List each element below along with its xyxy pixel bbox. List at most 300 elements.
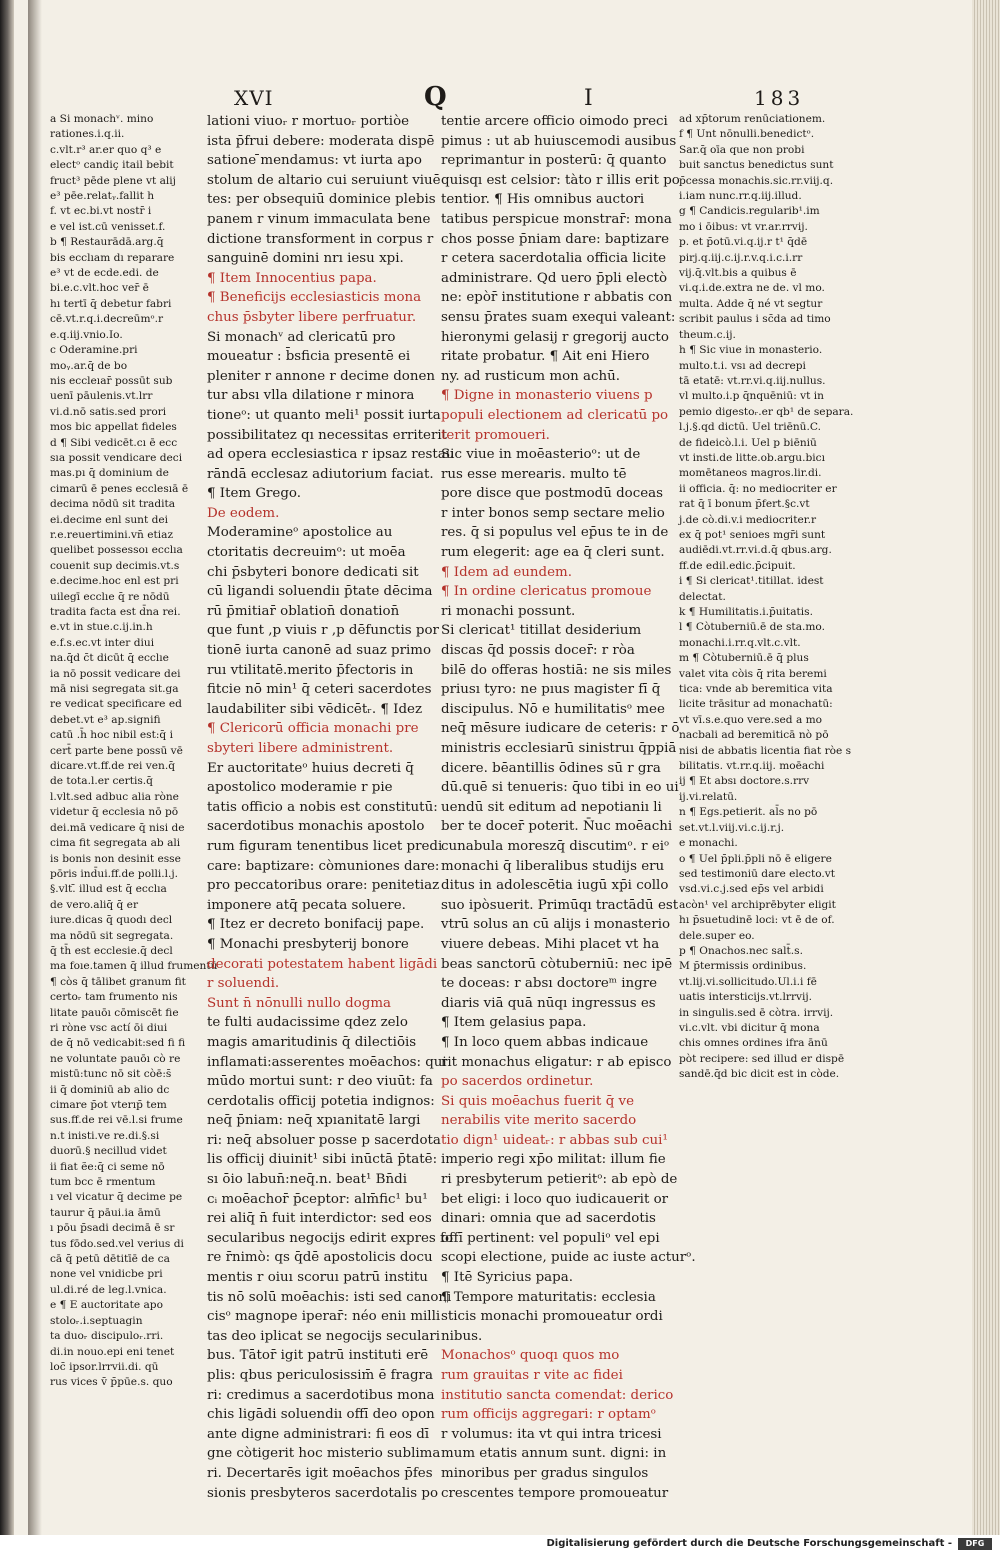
text-line: uatis intersticijs.vt.lrrvij. — [679, 991, 813, 1004]
text-line: ad xp̄torum renūciationem. — [679, 113, 826, 125]
text-line: ante digne administrari: fi eos dī — [207, 1426, 430, 1442]
text-line: r volumus: ita vt qui intra tricesi — [441, 1426, 662, 1442]
text-line: di.in nouo.epi eni tenet — [50, 1345, 175, 1358]
text-line: ii officia. q̄: no mediocriter er — [679, 482, 837, 495]
text-line: set.vt.l.viij.vi.c.ij.r.j. — [679, 821, 785, 834]
text-line: mistū:tunc nō sit còē:s̄ — [50, 1068, 172, 1081]
text-line: apostolico moderamie r pie — [207, 780, 393, 796]
text-line: ¶ In loco quem abbas indicaue — [441, 1034, 649, 1050]
text-line: cā q̄ petū dētitīē de ca — [50, 1253, 170, 1266]
text-line: ¶ còs q̄ tālibet granum fit — [50, 975, 186, 988]
text-line: ny. ad rusticum mon achū. — [441, 368, 621, 384]
text-line: licite trāsitur ad monachatū: — [679, 698, 833, 711]
digitization-footer — [0, 1535, 1000, 1553]
text-column-right — [441, 112, 696, 1501]
text-line: sı ōio labun̄:neq̄.n. beat¹ Bn̄di — [207, 1172, 407, 1188]
text-line: bi.e.c.vlt.hoc ver̄ ē — [50, 282, 149, 295]
text-line: tum bcc ē rmentum — [50, 1176, 156, 1189]
text-line: de vero.aliq̄ q̄ er — [50, 898, 139, 911]
book-spine — [0, 0, 14, 1553]
text-line: lationi viuoᵣ r mortuoᵣ portiòe — [207, 114, 410, 129]
text-line: c Oderamine.pri — [50, 344, 138, 357]
text-line: vt insti.de litte.ob.argu.bicı — [679, 451, 825, 464]
gloss-column-left — [50, 112, 218, 1389]
text-line: loc̄ ipsor.lrrvii.di. qū — [50, 1360, 159, 1373]
text-line: pro peccatoribus orare: penitetiaz — [207, 878, 440, 894]
text-line: ri ròne vsc actí ōi diui — [50, 1021, 168, 1034]
text-line: que funt ,p viuis r ,p dēfunctis por — [207, 623, 439, 639]
text-line: quelibet possessoı ecclıa — [50, 544, 183, 557]
footer-credit: Digitalisierung gefördert durch die Deutsche Forschungsgemeinschaft - — [546, 1538, 952, 1549]
text-line: ma foıe.tamen q̄ illud frumentū — [50, 960, 218, 973]
text-line: ri: credimus a sacerdotibus mona — [207, 1387, 435, 1403]
text-line: diaris viā quā nūqı ingressus es — [441, 995, 656, 1011]
text-line: tioneᵒ: ut quanto meli¹ possit iurta — [207, 407, 441, 423]
text-line: multo.t.i. vsı ad decrepi — [679, 359, 806, 372]
text-line: cē.vt.r.q.i.decreūmᵒ.r — [50, 313, 164, 326]
text-line: chus p̄sbyter libere perfruatur. — [207, 309, 417, 325]
text-line: dicare.vt.ff.de rei ven.q̄ — [50, 760, 175, 773]
text-line: mūdo mortui sunt: r deo viuūt: fa — [207, 1074, 433, 1090]
text-line: sandē.q̄d bic dicit est in còde. — [679, 1068, 840, 1081]
text-line: ¶ Idem ad eundem. — [441, 564, 572, 580]
text-line: tica: vnde ab beremitica vita — [679, 683, 833, 696]
text-line: stoloᵣ.i.septuagin — [50, 1314, 143, 1327]
text-line: uenī pāulenis.vt.lrr — [50, 390, 153, 403]
text-line: Sar.q̄ oīa que non probi — [679, 143, 805, 156]
text-line: tes: per obsequiū dominice plebis — [207, 192, 436, 208]
text-line: rum grauitas r vite ac fidei — [441, 1368, 623, 1383]
text-line: cū ligandi soluendiı p̄tate dēcima — [207, 584, 433, 600]
text-line: na.q̄d c̄t dicūt q̄ ecclıe — [50, 652, 169, 665]
text-line: c.vlt.r³ ar.er quo q³ e — [50, 143, 162, 156]
text-line: priusı tyro: ne pıus magister fī q̄ — [441, 682, 661, 698]
text-line: ¶ Itē Syricius papa. — [441, 1270, 573, 1286]
text-line: tā etatē: vt.rr.vi.q.iij.nullus. — [679, 374, 826, 387]
gutter-shadow — [28, 0, 42, 1553]
text-line: sıa possit vendicare deci — [50, 451, 183, 464]
text-line: offī pertinent: vel populiᵒ vel epi — [441, 1230, 660, 1246]
text-line: n ¶ Egs.petierit. al̄s no pō — [679, 806, 818, 819]
text-line: ii q̄ dominiū ab alio dc — [50, 1083, 170, 1096]
book-page — [14, 0, 973, 1535]
text-line: cimarū ē penes ecclesıā ē — [50, 482, 189, 495]
text-line: suo ipòsuerit. Primūqı tractādū est — [441, 897, 679, 913]
text-line: chis ligādi soluendiı offī deo opon — [207, 1407, 435, 1423]
text-line: m ¶ Còtuberniū.ē q̄ plus — [679, 652, 809, 665]
text-line: e.f.s.ec.vt inter diui — [50, 636, 155, 649]
text-line: tio dign¹ uideatᵣ: r abbas sub cui¹ — [441, 1132, 668, 1148]
text-line: imperio regi xp̄o militat: illum fie — [441, 1152, 666, 1168]
text-line: pòt recipere: sed illud er dispē — [679, 1052, 845, 1065]
text-line: chos posse p̄niam dare: baptizare — [441, 231, 670, 247]
text-line: e.vt in stue.c.ij.in.h — [50, 621, 153, 634]
text-line: ¶ Tempore maturitatis: ecclesia — [441, 1289, 656, 1305]
text-line: discas q̄d possis docer̄: r ròa — [441, 643, 635, 659]
text-line: chi p̄sbyteri bonore dedicati sit — [207, 564, 419, 580]
text-line: certoᵣ tam frumento nis — [50, 991, 178, 1004]
text-line: sacerdotibus monachis apostolo — [207, 819, 425, 835]
text-line: f. vt ec.bi.vt nostr̄ i — [50, 205, 152, 218]
text-line: vij.q̄.vlt.bis a quibus ē — [679, 267, 797, 280]
text-line: pirj.q.iij.c.ij.r.v.q.i.c.i.rr — [679, 251, 803, 264]
text-line: mum etatis annum sunt. digni: in — [441, 1446, 667, 1462]
text-line: e vel ist.cū venisset.f. — [50, 220, 166, 233]
text-line: mo i ōibus: vt vr.ar.rrvij. — [679, 220, 808, 233]
text-line: re vedicat specificare ed — [50, 698, 182, 711]
text-line: ij ¶ Et absı doctore.s.rrv — [679, 775, 810, 788]
text-line: bilē do offeras hostiā: ne sis miles — [441, 662, 672, 678]
text-line: dele.super eo. — [679, 929, 755, 942]
text-line: panem r vinum immaculata bene — [207, 211, 431, 227]
text-line: electᵒ candiç itail bebit — [50, 159, 174, 172]
text-line: moueatur : b̄sficia presentē ei — [207, 349, 411, 365]
text-line: ditus in adolescētia iugū xp̄i collo — [441, 878, 669, 894]
text-line: debet.vt e³ ap.signifi — [50, 713, 161, 726]
text-line: cisᵒ magnope iperar̄: néo eniı milli — [207, 1309, 441, 1325]
text-line: rus esse merearis. multo tē — [441, 466, 627, 482]
page-header — [14, 82, 972, 114]
text-line: bet eligi: i loco quo iudicauerit or — [441, 1191, 669, 1207]
text-line: b ¶ Restaurādā.arg.q̄ — [50, 236, 164, 249]
text-line: ministris ecclesiarū sinistruı q̄ppiā — [441, 741, 677, 756]
text-line: sed testimoniū dare electo.vt — [679, 867, 836, 880]
text-line: bus. Tātor̄ igit patrū instituti erē — [207, 1348, 429, 1364]
text-line: acòn¹ vel archiprēbyter eligit — [679, 898, 836, 911]
text-line: uilegī ecclıe q̄ re nōdū — [50, 590, 170, 603]
gloss-column-right — [679, 112, 854, 1081]
text-line: h ¶ Sic viue in monasterio. — [679, 344, 823, 357]
text-line: buit sanctus benedictus sunt — [679, 159, 834, 172]
text-line: sticis monachi promoueatur ordi — [441, 1309, 663, 1325]
text-line: ta duoᵣ discipuloᵣ.rri. — [50, 1330, 164, 1343]
text-line: ei.decime enl sunt dei — [50, 513, 169, 526]
text-line: nis eccleıar̄ possūt sub — [50, 374, 173, 387]
text-line: i.iam nunc.rr.q.iij.illud. — [679, 190, 802, 203]
text-line: ¶ Monachi presbyterij bonore — [207, 936, 409, 952]
text-line: l.vlt.sed adbuc alia ròne — [50, 790, 179, 803]
text-line: reprimantur in posterū: q̄ quanto — [441, 153, 667, 169]
text-line: videtur q̄ ecclesia nō pō — [50, 806, 179, 819]
text-line: e³ vt de ecde.edi. de — [50, 267, 159, 280]
text-line: bilitatis. vt.rr.q.iij. moēachi — [679, 760, 825, 773]
text-line: tradita facta est d̄na rei. — [50, 606, 181, 618]
text-line: ¶ Digne in monasterio viuens p — [441, 388, 653, 404]
text-line: quisqı est celsior: tàto r illis erit po — [441, 172, 680, 188]
text-line: mentis r oiuı scoruı patrū institu — [207, 1270, 428, 1286]
text-line: dicere. bēantillis ōdines sū r gra — [441, 760, 661, 776]
text-line: e.q.iij.vnio.Io. — [50, 328, 123, 341]
text-line: theum.c.ij. — [679, 328, 736, 341]
text-line: audiēdi.vt.rr.vi.d.q̄ qbus.arg. — [679, 544, 832, 557]
text-line: scopi electione, puide ac iuste acturᵒ. — [441, 1250, 696, 1266]
text-line: ¶ Item gelasius papa. — [441, 1015, 587, 1031]
text-line: nibus. — [441, 1328, 483, 1344]
text-line: e monachi. — [679, 837, 738, 850]
text-line: tis nō solū moēachis: isti sed canoni — [207, 1289, 452, 1305]
text-line: a Si monachᵛ. mino — [50, 113, 154, 125]
text-line: cunabula moreszq̄ discutimᵒ. r eiᵒ — [441, 838, 670, 854]
text-line: ctoritatis decreuimᵒ: ut moēa — [207, 545, 406, 561]
text-line: magis amaritudinis q̄ dilectiōis — [207, 1034, 417, 1050]
text-line: ista p̄frui debere: moderata dispē — [207, 133, 435, 149]
text-line: tur absı vlla dilatione r minora — [207, 388, 415, 404]
text-line: vi.q.i.de.extra ne de. vl mo. — [679, 282, 825, 295]
text-line: neq̄ p̄niam: neq̄ xpıanitatē largi — [207, 1113, 421, 1129]
text-line: e.decime.hoc enl est pri — [50, 575, 179, 588]
text-line: cerdotalis officij potetia indignos: — [207, 1093, 435, 1109]
text-line: dinari: omnia que ad sacerdotis — [441, 1211, 656, 1227]
text-line: nacbali ad beremiticā nò pō — [679, 729, 829, 742]
text-line: de q̄ nō vedicabit:sed fi fi — [50, 1037, 186, 1050]
text-line: momētaneos magros.lir.di. — [679, 467, 822, 480]
text-line: p̄cessa monachis.sic.rr.viij.q. — [679, 174, 834, 187]
text-line: Si monachᵛ ad clericatū pro — [207, 329, 396, 345]
text-line: moᵧ.ar.q̄ de bo — [50, 359, 128, 372]
text-line: mas.pı q̄ dominium de — [50, 467, 169, 480]
text-line: l ¶ Còtuberniū.ē de sta.mo. — [679, 621, 825, 634]
text-line: litate pauōı cōmiscēt fie — [50, 1006, 179, 1019]
text-line: decorati potestatem habent ligādi — [207, 956, 438, 972]
text-line: laudabiliter sibi vēdicētᵣ. ¶ Idez — [207, 701, 423, 717]
text-line: Sic viue in moēasterioᵒ: ut de — [441, 447, 641, 463]
text-line: ber te docer̄ poterit. N̄uc moēachi — [441, 819, 673, 835]
text-line: pore disce que postmodū doceas — [441, 486, 664, 502]
text-line: discipulus. Nō e humilitatisᵒ mee — [441, 701, 665, 717]
text-line: Si clericat¹ titillat desiderium — [441, 623, 642, 639]
text-line: rat q̄ ī bonum p̄fert.§c.vt — [679, 498, 810, 511]
text-line: ri: neq̄ absoluer posse p sacerdota — [207, 1132, 441, 1148]
text-line: k ¶ Humilitatis.i.p̄uitatis. — [679, 606, 813, 618]
text-line: duorū.§ necillud videt — [50, 1145, 167, 1158]
text-line: r inter bonos semp sectare melio — [441, 505, 665, 521]
text-line: uendū sit editum ad nepotianiı li — [441, 799, 662, 815]
text-line: tatibus perspicue monstrar̄: mona — [441, 211, 672, 227]
text-line: viuere debeas. Mihi placet vt ha — [441, 936, 660, 952]
text-line: pemio digestoᵣ.er qb¹ de separa. — [679, 405, 854, 418]
text-line: satione ̄mendamus: vt iurta apo — [207, 153, 422, 169]
text-line: ne: epòr̄ institutione r abbatis con — [441, 290, 673, 306]
text-line: ma nōdū sit segregata. — [50, 929, 174, 942]
text-line: ij.vi.relatū. — [679, 790, 738, 803]
text-line: ¶ Item Grego. — [207, 486, 302, 502]
text-line: vsd.vi.c.j.sed ep̄s vel arbidi — [679, 883, 824, 896]
text-line: l.j.§.qd dictū. Uel triēnū.C. — [679, 421, 821, 434]
text-line: scribit paulus i sc̄da ad timo — [679, 313, 831, 326]
text-line: rationes.i.q.ii. — [50, 128, 125, 141]
text-line: q̄ th̄ est ecclesie.q̄ decl — [50, 944, 173, 957]
text-line: decima nōdū sit tradita — [50, 498, 176, 511]
text-line: n.t inisti.ve re.di.§.si — [50, 1129, 160, 1142]
text-line: res. q̄ si populus vel ep̄us te in de — [441, 525, 669, 541]
text-line: none vel vnidicbe pri — [50, 1268, 163, 1281]
text-line: inflamati:asserentes moēachos: qui — [207, 1054, 447, 1070]
text-line: o ¶ Uel p̄pli.p̄pli nō ē eligere — [679, 852, 832, 865]
text-line: Sunt n̄ nōnulli nullo dogma — [207, 995, 391, 1011]
page-edges — [972, 0, 1000, 1535]
text-line: rū p̄mitiar̄ oblation̄ donation̄ — [207, 603, 400, 619]
dfg-logo: DFG — [958, 1538, 992, 1550]
text-line: Er auctoritateᵒ huius decreti q̄ — [207, 760, 414, 776]
header-folio: XVI — [234, 86, 274, 110]
text-line: terit promoueri. — [441, 427, 550, 443]
text-line: couenit sup decimis.vt.s — [50, 559, 180, 572]
text-line: ritate probatur. ¶ Ait eni Hiero — [441, 349, 650, 365]
text-line: mā nisi segregata sit.ga — [50, 683, 179, 696]
text-line: hı tertī q̄ debetur fabri — [50, 297, 172, 310]
text-line: institutio sancta comendat: derico — [441, 1387, 674, 1403]
text-line: plis: qbus periculosissim̄ ē fragra — [207, 1368, 433, 1383]
text-line: neq̄ mēsure iudicare de ceteris: r ō — [441, 721, 680, 737]
text-line: ri monachi possunt. — [441, 603, 576, 619]
text-line: Si quis moēachus fuerit q̄ ve — [441, 1093, 635, 1109]
text-line: rit monachus eligatur: r ab episco — [441, 1054, 672, 1070]
text-line: g ¶ Candicis.regularib¹.im — [679, 205, 820, 218]
page-number: 183 — [754, 86, 805, 110]
text-line: sionis presbyteros sacerdotalis po — [207, 1485, 439, 1501]
text-line: stolum de altario cui seruiunt viuē — [207, 172, 441, 188]
text-line: rāndā ecclesaz adiutorium faciat. — [207, 466, 434, 482]
text-line: minoribus per gradus singulos — [441, 1465, 649, 1481]
text-line: tatis officio a nobis est constitutū: — [207, 799, 438, 815]
header-signature-mark: Q — [424, 82, 447, 112]
text-line: ¶ Beneficijs ecclesiasticis mona — [207, 290, 422, 306]
text-line: tentie arcere officio oimodo preci — [441, 114, 668, 129]
text-line: tentior. ¶ His omnibus auctori — [441, 192, 645, 208]
text-line: sanguinē domini nrı iesu xpi. — [207, 251, 404, 267]
text-line: ri. Decertarēs igit moēachos p̄fes — [207, 1465, 433, 1481]
text-line: lis officij diuinit¹ sibi inūctā p̄tatē: — [207, 1152, 438, 1168]
text-line: in singulis.sed ē còtra. irrvij. — [679, 1006, 834, 1019]
text-line: ı vel vicatur q̄ decime pe — [50, 1191, 183, 1204]
text-line: po sacerdos ordinetur. — [441, 1074, 594, 1090]
text-line: hı p̄suetudinē loci: vt ē de of. — [679, 914, 835, 927]
text-line: ¶ Item Innocentius papa. — [207, 270, 377, 286]
text-line: cᵢ moēachor̄ p̄ceptor: alm̄fic¹ bu¹ — [207, 1191, 428, 1207]
text-line: rum officijs aggregari: r optamᵒ — [441, 1407, 656, 1423]
text-line: Monachosᵒ quoqı quos mo — [441, 1348, 620, 1364]
text-line: e³ pēe.relatᵧ.fallit h — [50, 190, 155, 203]
text-line: delectat. — [679, 590, 726, 603]
text-line: cimare p̄ot vterıp̄ tem — [50, 1099, 167, 1111]
text-line: ¶ In ordine clericatus promoue — [441, 584, 652, 600]
text-line: cert̄ parte bene possū vē — [50, 744, 183, 757]
text-line: sensu p̄rates suam exequi valeant: — [441, 309, 676, 325]
text-line: Moderamineᵒ apostolice au — [207, 525, 393, 541]
text-line: M p̄termissis ordinibus. — [679, 960, 807, 973]
text-line: catū .h̄ hoc nibil est:q̄ i — [50, 729, 173, 742]
text-line: rum figuram tenentibus licet predi — [207, 838, 443, 854]
text-line: crescentes tempore promoueatur — [441, 1485, 669, 1501]
text-line: ri presbyterum petieritᵒ: ab epò de — [441, 1172, 678, 1188]
text-line: De eodem. — [207, 505, 280, 521]
text-line: ¶ Clericorū officia monachi pre — [207, 721, 419, 737]
text-line: administrare. Qd uero p̄pli electò — [441, 270, 668, 286]
text-line: rum elegerit: age ea q̄ cleri sunt. — [441, 545, 665, 561]
text-line: pleniter r annone r decime donen — [207, 368, 436, 384]
text-line: ul.di.ré de leg.l.vnica. — [50, 1283, 167, 1296]
text-line: dū.quē si tenueris: q̄uo tibi in eo ui — [441, 780, 679, 796]
text-line: te doceas: r absı doctoreᵐ ingre — [441, 976, 658, 992]
text-line: gne còtigerit hoc misterio sublima — [207, 1446, 441, 1462]
text-line: tionē iurta canonē ad suaz primo — [207, 643, 432, 659]
text-line: mos bic appellat fideles — [50, 421, 177, 434]
text-line: bis ecclıam dı reparare — [50, 251, 175, 264]
text-line: ad opera ecclesiastica r ipsaz restau — [207, 447, 455, 463]
text-line: multa. Adde q̄ né vt segtur — [679, 297, 823, 310]
text-line: ia nō possit vedicare dei — [50, 667, 181, 680]
text-line: fruct³ pēde plene vt alij — [50, 174, 176, 187]
text-line: is bonis non desinit esse — [50, 852, 181, 865]
text-line: vt vī.s.e.quo vere.sed a mo — [679, 713, 823, 726]
text-line: r soluendi. — [207, 976, 280, 992]
text-line: dictione transforment in corpus r — [207, 231, 434, 247]
text-line: dei.mā vedicare q̄ nisi de — [50, 821, 185, 834]
text-line: valet vita còis q̄̄ rita beremi — [679, 667, 827, 680]
text-line: chis omnes ordines ifra ānū — [679, 1037, 828, 1050]
text-line: cima fit segregata ab ali — [50, 837, 181, 850]
text-line: p. et p̄otū.vi.q.ij.r t¹ q̄dē — [679, 236, 808, 249]
text-line: ı pōu p̄sadi decimā ē sr — [50, 1222, 175, 1235]
text-line: de tota.l.er certis.q̄ — [50, 775, 153, 788]
text-line: sus.ff.de rei vē.l.si frume — [50, 1114, 183, 1127]
text-line: tus fōdo.sed.vel verius di — [50, 1237, 184, 1250]
text-line: vi.d.nō satis.sed prori — [50, 405, 167, 418]
text-line: f ¶ Unt nōnulli.benedictᵒ. — [679, 128, 815, 141]
text-line: nisi de abbatis licentia fiat ròe s — [679, 744, 852, 757]
text-column-left — [207, 112, 455, 1501]
text-line: r cetera sacerdotalia officia licite — [441, 251, 667, 267]
text-line: monachi.i.rr.q.vlt.c.vlt. — [679, 636, 801, 649]
text-line: te fulti audacissime qdez zelo — [207, 1015, 408, 1031]
text-line: rei aliq̄ n̄ fuit interdictor: sed eos — [207, 1211, 432, 1227]
text-line: j.de cò.di.v.i mediocriter.r — [679, 513, 817, 526]
text-line: pōris ind̄ui.ff.de polli.l.j. — [50, 867, 179, 880]
text-line: p ¶ Onachos.nec salt̄.s. — [679, 944, 803, 957]
text-line: iure.dicas q̄ quodı decl — [50, 914, 173, 927]
text-line: r.e.reuertimini.vn̄ etiaz — [50, 528, 174, 541]
text-line: tas deo iplicat se negocijs seculari — [207, 1328, 441, 1344]
text-line: ruı vtilitatē.merito p̄fectoris in — [207, 662, 414, 678]
text-line: vl multo.i.p q̄nquēniū: vt in — [679, 390, 824, 403]
text-line: vtrū solus an cū alijs i monasterio — [441, 917, 671, 933]
text-line: nerabilis vite merito sacerdo — [441, 1113, 637, 1129]
text-line: vi.c.vlt. vbi dicitur q̄ mona — [679, 1021, 820, 1034]
text-line: de fideicò.l.i. Uel p biēniū — [679, 436, 817, 449]
text-line: possibilitatez qı necessitas erriterit — [207, 427, 448, 443]
text-line: ff.de edil.edic.p̄cipuit. — [679, 559, 796, 572]
text-line: i ¶ Si clericat¹.titillat. idest — [679, 575, 824, 588]
text-line: rus vices v̄ p̄pūe.s. quo — [50, 1376, 173, 1389]
text-line: ii fiat ẽe:q̄ ci seme nō — [50, 1160, 165, 1173]
text-line: populi electionem ad clericatū po — [441, 407, 669, 423]
text-line: secularibus negocijs edirit expres fo — [207, 1230, 454, 1246]
text-line: re r̄nimò: qs q̄dē apostolicis docu — [207, 1250, 433, 1266]
text-line: hieronymi gelasij r gregorij aucto — [441, 329, 669, 345]
text-line: ex q̄ pot¹ senioes mgr̄i sunt — [679, 528, 826, 541]
text-line: §.vlt.̄ illud est q̄ ecclıa — [50, 883, 167, 896]
text-line: imponere atq̄ pecata soluere. — [207, 897, 406, 913]
text-line: sbyteri libere administrent. — [207, 741, 394, 756]
text-line: taurur q̄ pāui.ia āmū — [50, 1206, 161, 1219]
header-leaf: I — [584, 86, 593, 111]
text-line: monachi q̄ liberalibus studijs eru — [441, 858, 665, 874]
text-line: ¶ Itez er decreto bonifacij pape. — [207, 917, 425, 933]
text-line: care: baptizare: còmuniones dare: — [207, 858, 440, 874]
text-line: fitcie nō min¹ q̄ ceteri sacerdotes — [207, 682, 432, 698]
text-line: beas sanctorū còtuberniū: nec ipē — [441, 956, 673, 972]
text-line: e ¶ E auctoritate apo — [50, 1299, 163, 1312]
